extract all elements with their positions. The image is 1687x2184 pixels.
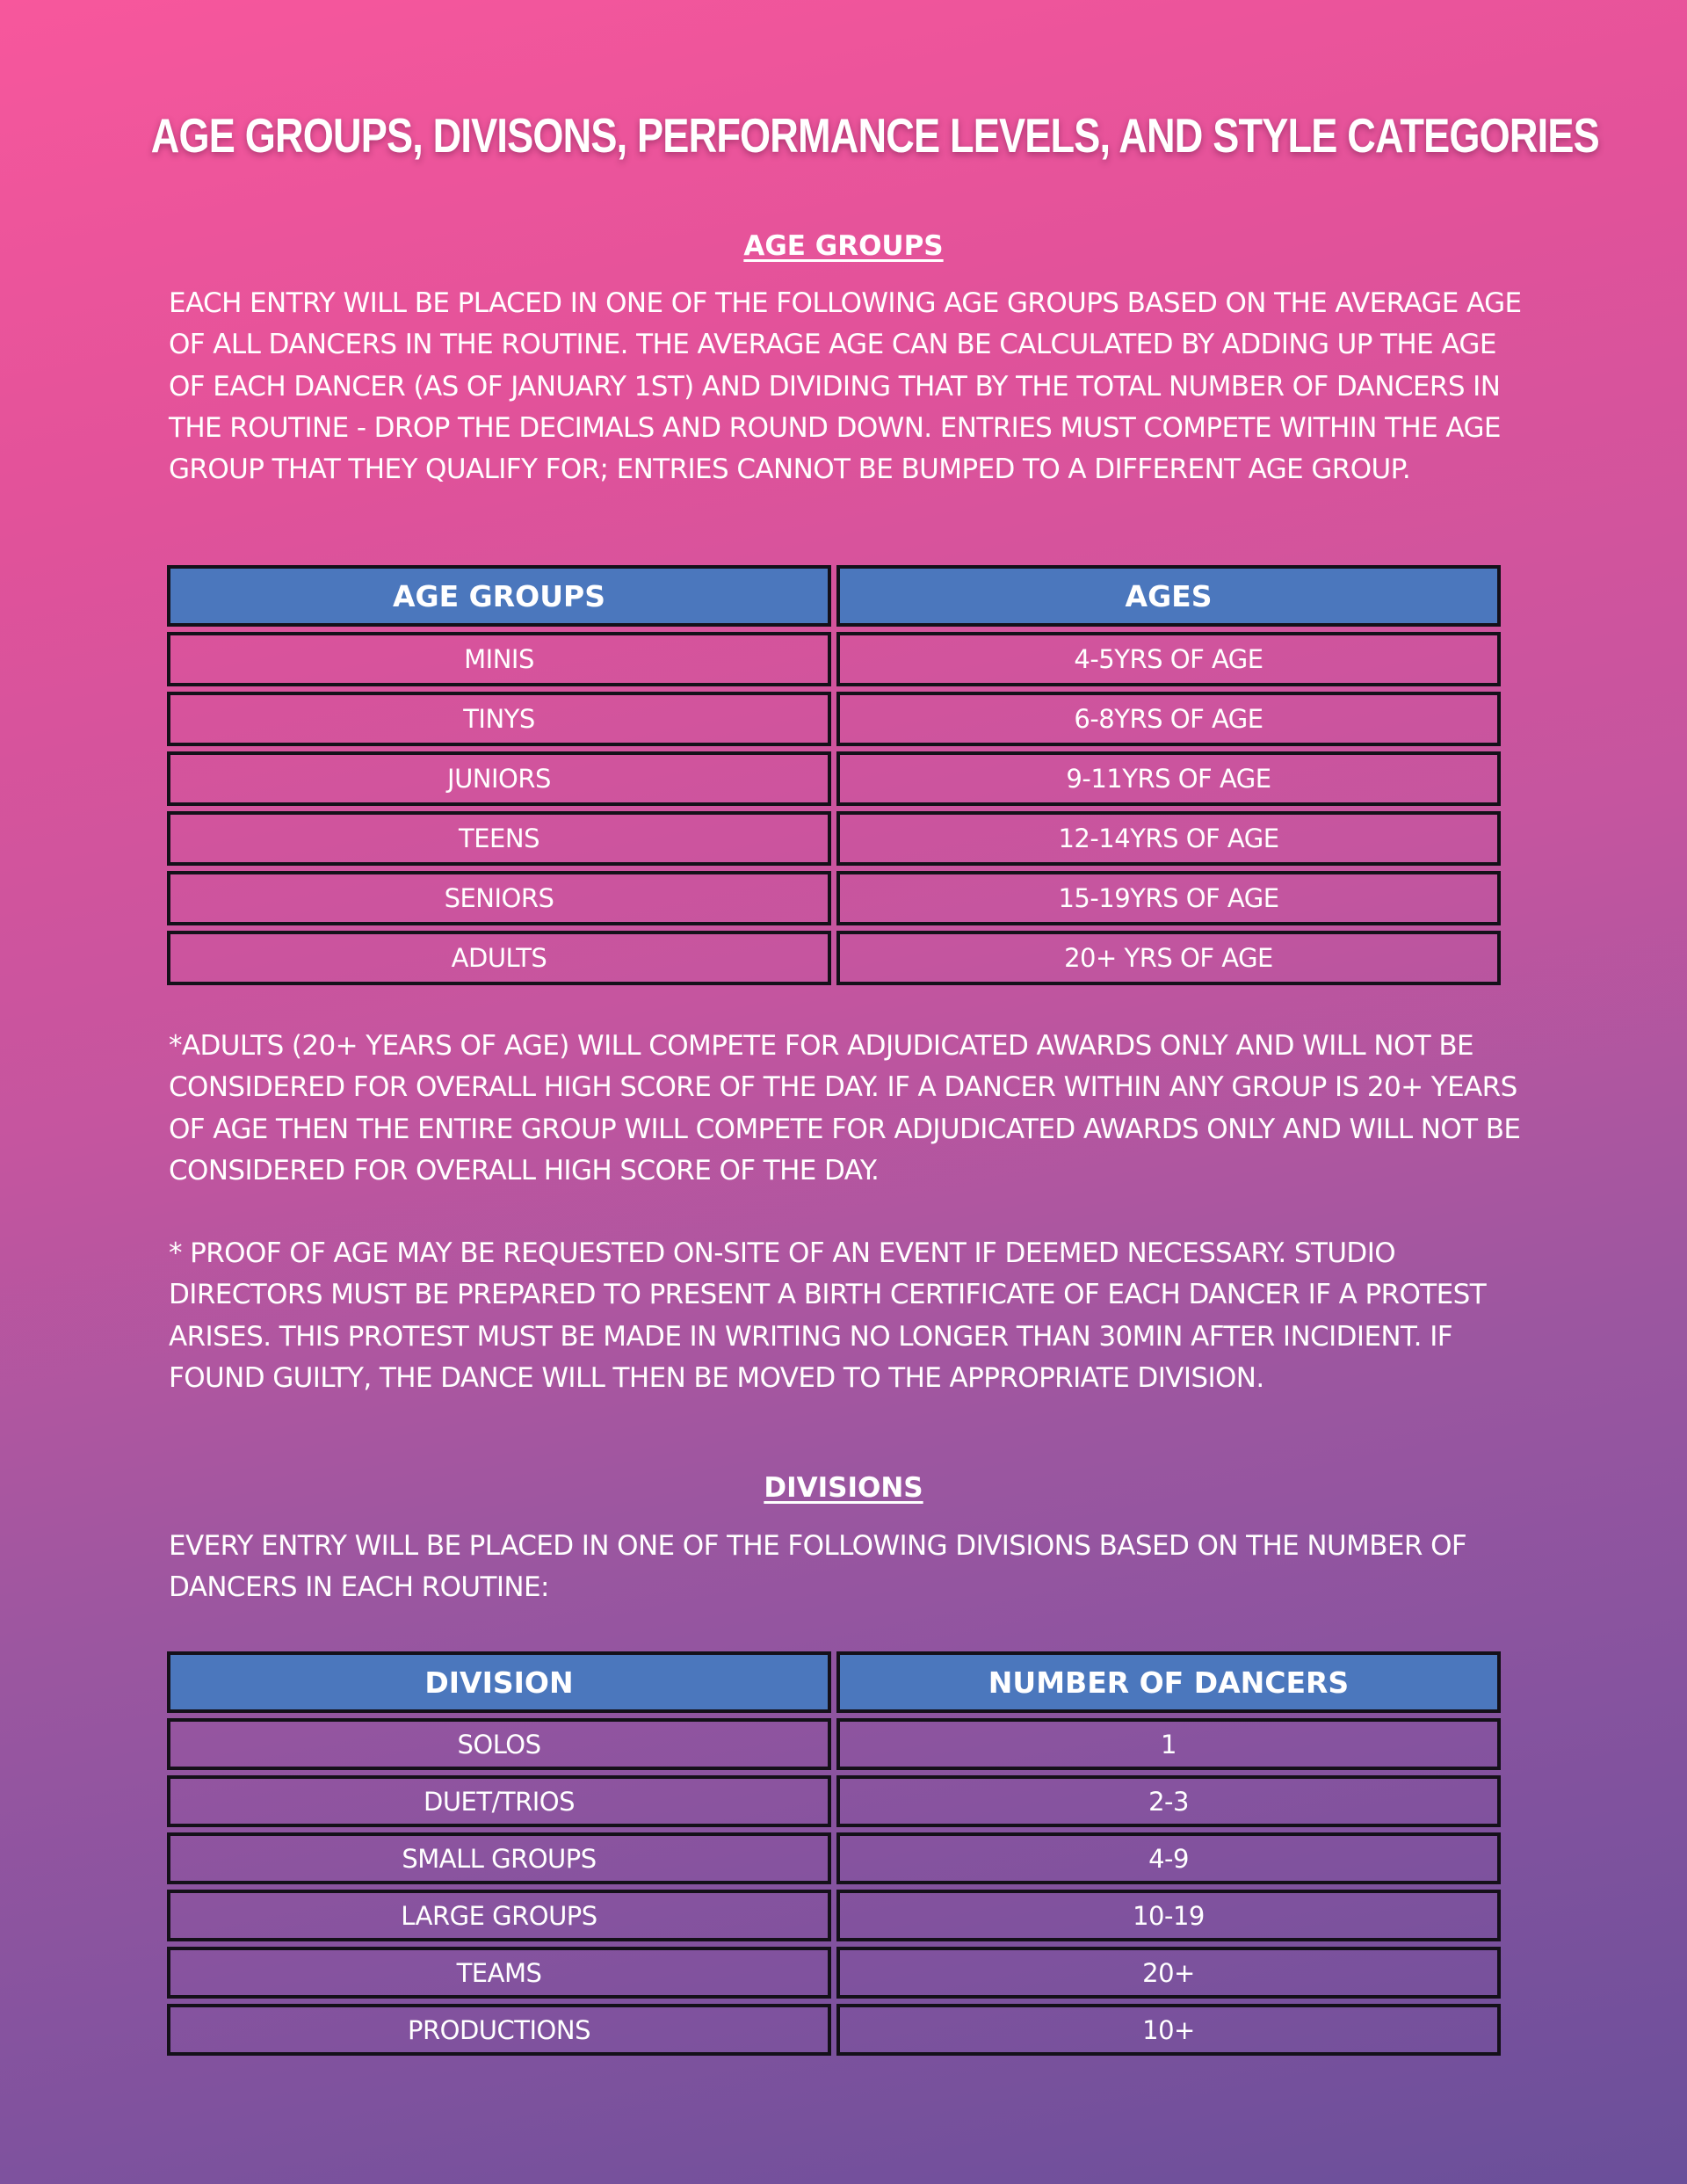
page-title: AGE GROUPS, DIVISONS, PERFORMANCE LEVELS, AND STYLE CATEGORIES [150,108,1599,163]
table-header-cell: NUMBER OF DANCERS [836,1651,1501,1713]
table-cell: SOLOS [167,1718,831,1770]
table-row [167,692,1501,746]
table-cell: 15-19YRS OF AGE [836,871,1501,925]
table-row [167,751,1501,806]
table-cell: 4-5YRS OF AGE [836,632,1501,686]
table-cell: PRODUCTIONS [167,2004,831,2056]
proof-of-age-note: * PROOF OF AGE MAY BE REQUESTED ON-SITE OF AN EVENT IF DEEMED NECESSARY. STUDIO DIRECTORS MUST BE PREPARED TO PRESENT A BIRTH CERTIFICATE OF EACH DANCER IF A PROTEST ARISES. THIS PROTEST MUST BE MADE IN WRITING NO LONGER THAN 30MIN AFTER INCIDIENT. IF FOUND GUILTY, THE DANCE WILL THEN BE MOVED TO THE APPROPRIATE DIVISION. [169,1237,1487,1394]
table-header-row [167,1651,1501,1713]
table-cell: 4-9 [836,1832,1501,1884]
age-groups-heading: AGE GROUPS [743,230,944,262]
table-header-row [167,565,1501,627]
table-row [167,2004,1501,2056]
table-cell: JUNIORS [167,751,831,806]
table-cell: MINIS [167,632,831,686]
table-cell: DUET/TRIOS [167,1775,831,1827]
table-cell: 6-8YRS OF AGE [836,692,1501,746]
table-cell: 1 [836,1718,1501,1770]
table-cell: TEENS [167,811,831,866]
divisions-table [162,1646,1506,2061]
table-cell: LARGE GROUPS [167,1890,831,1941]
table-header-cell: DIVISION [167,1651,831,1713]
table-row [167,1718,1501,1770]
table-cell: 20+ [836,1947,1501,1999]
table-row [167,1832,1501,1884]
table-row [167,931,1501,985]
table-cell: SMALL GROUPS [167,1832,831,1884]
table-cell: 12-14YRS OF AGE [836,811,1501,866]
table-cell: TEAMS [167,1947,831,1999]
table-cell: 10+ [836,2004,1501,2056]
adults-note: *ADULTS (20+ YEARS OF AGE) WILL COMPETE FOR ADJUDICATED AWARDS ONLY AND WILL NOT BE CONSIDERED FOR OVERALL HIGH SCORE OF THE DAY. IF A DANCER WITHIN ANY GROUP IS 20+ YEARS OF AGE THEN THE ENTIRE GROUP WILL COMPETE FOR ADJUDICATED AWARDS ONLY AND WILL NOT BE CONSIDERED FOR OVERALL HIGH SCORE OF THE DAY. [169,1030,1521,1186]
divisions-intro: EVERY ENTRY WILL BE PLACED IN ONE OF THE FOLLOWING DIVISIONS BASED ON THE NUMBER OF DANCERS IN EACH ROUTINE: [169,1530,1467,1604]
table-row [167,871,1501,925]
table-cell: 20+ YRS OF AGE [836,931,1501,985]
table-header-cell: AGES [836,565,1501,627]
age-groups-table [162,560,1506,990]
table-header-cell: AGE GROUPS [167,565,831,627]
table-row [167,1947,1501,1999]
table-cell: ADULTS [167,931,831,985]
table-cell: TINYS [167,692,831,746]
table-row [167,811,1501,866]
table-cell: 10-19 [836,1890,1501,1941]
divisions-heading: DIVISIONS [764,1472,923,1504]
table-row [167,632,1501,686]
table-cell: SENIORS [167,871,831,925]
table-cell: 9-11YRS OF AGE [836,751,1501,806]
age-groups-intro: EACH ENTRY WILL BE PLACED IN ONE OF THE FOLLOWING AGE GROUPS BASED ON THE AVERAGE AGE OF ALL DANCERS IN THE ROUTINE. THE AVERAGE AGE CAN BE CALCULATED BY ADDING UP THE AGE OF EACH DANCER (AS OF JANUARY 1ST) AND DIVIDING THAT BY THE TOTAL NUMBER OF DANCERS IN THE ROUTINE - DROP THE DECIMALS AND ROUND DOWN. ENTRIES MUST COMPETE WITHIN THE AGE GROUP THAT THEY QUALIFY FOR; ENTRIES CANNOT BE BUMPED TO A DIFFERENT AGE GROUP. [169,287,1522,486]
table-cell: 2-3 [836,1775,1501,1827]
table-row [167,1890,1501,1941]
table-row [167,1775,1501,1827]
